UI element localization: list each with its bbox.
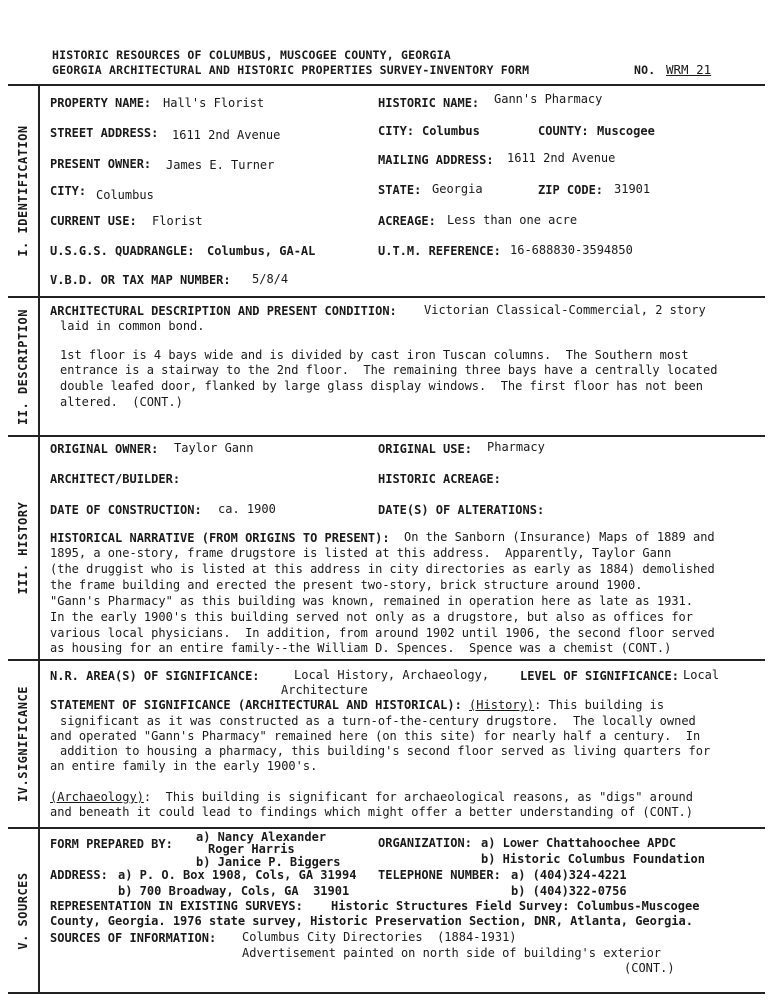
section-label-description: II. DESCRIPTION	[16, 308, 30, 425]
section-divider	[8, 435, 765, 437]
utm-reference-label: U.T.M. REFERENCE:	[378, 244, 501, 258]
county-value: Muscogee	[597, 124, 655, 138]
preparer-b: b) Janice P. Biggers	[196, 855, 341, 869]
original-owner-label: ORIGINAL OWNER:	[50, 442, 159, 456]
archaeology-statement-line: (Archaeology): This building is significant for archaeological reasons, as "digs" around	[50, 790, 693, 804]
section-divider	[8, 659, 765, 661]
construction-date-value: ca. 1900	[218, 502, 276, 516]
form-prepared-by-label: FORM PREPARED BY:	[50, 837, 173, 851]
tax-map-label: V.B.D. OR TAX MAP NUMBER:	[50, 273, 231, 287]
significance-statement-line: significant as it was constructed as a turn-of-the-century drugstore. The locally owned	[60, 714, 696, 728]
current-use-label: CURRENT USE:	[50, 214, 137, 228]
description-line: entrance is a stairway to the 2nd floor. The remaining three bays have a centrally located	[60, 363, 718, 377]
section-divider	[8, 827, 765, 829]
area-of-significance-value: Local History, Archaeology,	[294, 668, 490, 682]
narrative-line: (the druggist who is listed at this address in city directories as early as 1884) demolished	[50, 562, 715, 576]
source-line: (CONT.)	[624, 961, 675, 975]
state-value: Georgia	[432, 182, 483, 196]
construction-date-label: DATE OF CONSTRUCTION:	[50, 503, 202, 517]
usgs-quadrangle-label: U.S.G.S. QUADRANGLE:	[50, 244, 195, 258]
sources-of-information-label: SOURCES OF INFORMATION:	[50, 931, 217, 945]
narrative-line: In the early 1900's this building served not only as a drugstore, but also as offices for	[50, 610, 693, 624]
alterations-date-label: DATE(S) OF ALTERATIONS:	[378, 503, 545, 517]
architect-builder-label: ARCHITECT/BUILDER:	[50, 472, 181, 486]
form-title-line2: GEORGIA ARCHITECTURAL AND HISTORIC PROPERTIES SURVEY-INVENTORY FORM	[52, 63, 530, 77]
archaeology-statement-line: and beneath it could lead to findings which might offer a better understanding of (CONT.)	[50, 805, 693, 819]
city-value: Columbus	[422, 124, 480, 138]
preparer-a-2: Roger Harris	[208, 842, 295, 856]
street-address-value: 1611 2nd Avenue	[172, 128, 281, 142]
address-label: ADDRESS:	[50, 868, 108, 882]
preparer-a: a) Nancy Alexander	[196, 830, 327, 844]
state-label: STATE:	[378, 183, 422, 197]
significance-statement-line: STATEMENT OF SIGNIFICANCE (ARCHITECTURAL AND HISTORICAL): (History): This building is	[50, 698, 665, 712]
present-owner-label: PRESENT OWNER:	[50, 157, 152, 171]
city-label: CITY:	[378, 124, 415, 138]
zip-code-value: 31901	[614, 182, 651, 196]
source-line: Columbus City Directories (1884-1931)	[242, 930, 517, 944]
area-of-significance-label: N.R. AREA(S) OF SIGNIFICANCE:	[50, 669, 260, 683]
narrative-line: as housing for an entire family--the William D. Spences. Spence was a chemist (CONT.)	[50, 641, 672, 655]
organization-label: ORGANIZATION:	[378, 836, 472, 850]
historic-name-label: HISTORIC NAME:	[378, 96, 480, 110]
present-owner-value: James E. Turner	[166, 158, 275, 172]
narrative-line: various local physicians. In addition, from around 1902 until 1906, the second floor served	[50, 626, 715, 640]
original-use-value: Pharmacy	[487, 440, 545, 454]
architectural-description-label: ARCHITECTURAL DESCRIPTION AND PRESENT CONDITION:	[50, 304, 397, 318]
mailing-address-label: MAILING ADDRESS:	[378, 153, 494, 167]
existing-surveys-value: Historic Structures Field Survey: Columbus-Muscogee	[331, 899, 700, 913]
narrative-line: the frame building and erected the present two-story, brick structure around 1900.	[50, 578, 643, 592]
address-a: a) P. O. Box 1908, Cols, GA 31994	[118, 868, 357, 882]
organization-a: a) Lower Chattahoochee APDC	[481, 836, 677, 850]
property-name-value: Hall's Florist	[163, 96, 265, 110]
narrative-line: On the Sanborn (Insurance) Maps of 1889 and	[404, 530, 715, 544]
section-label-sources: V. SOURCES	[16, 871, 30, 950]
section-divider	[8, 992, 765, 994]
description-line: laid in common bond.	[60, 319, 205, 333]
significance-statement-line: and operated "Gann's Pharmacy" remained here (on this site) for nearly half a century. In	[50, 729, 701, 743]
acreage-label: ACREAGE:	[378, 214, 436, 228]
narrative-line: 1895, a one-story, frame drugstore is listed at this address. Apparently, Taylor Gann	[50, 546, 672, 560]
section-label-identification: I. IDENTIFICATION	[16, 125, 30, 257]
usgs-quadrangle-value: Columbus, GA-AL	[207, 244, 316, 258]
property-name-label: PROPERTY NAME:	[50, 96, 152, 110]
tax-map-value: 5/8/4	[252, 272, 289, 286]
section-divider	[8, 296, 765, 298]
historic-acreage-label: HISTORIC ACREAGE:	[378, 472, 501, 486]
source-line: Advertisement painted on north side of building's exterior	[242, 946, 662, 960]
description-line: altered. (CONT.)	[60, 395, 183, 409]
significance-statement-line: addition to housing a pharmacy, this building's second floor served as living quarters for	[60, 744, 711, 758]
section-label-significance: IV.SIGNIFICANCE	[16, 686, 30, 802]
current-use-value: Florist	[152, 214, 203, 228]
owner-city-label: CITY:	[50, 184, 87, 198]
telephone-label: TELEPHONE NUMBER:	[378, 868, 501, 882]
county-label: COUNTY:	[538, 124, 589, 138]
description-line: double leafed door, flanked by large glass display windows. The first floor has not been	[60, 379, 703, 393]
organization-b: b) Historic Columbus Foundation	[481, 852, 705, 866]
area-of-significance-value-2: Architecture	[281, 683, 368, 697]
description-line: 1st floor is 4 bays wide and is divided by cast iron Tuscan columns. The Southern most	[60, 348, 689, 362]
section-label-history: III. HISTORY	[16, 501, 30, 595]
level-of-significance-label: LEVEL OF SIGNIFICANCE:	[520, 669, 679, 683]
existing-surveys-label: REPRESENTATION IN EXISTING SURVEYS:	[50, 899, 303, 913]
significance-statement-line: an entire family in the early 1900's.	[50, 759, 318, 773]
form-number-value: WRM 21	[666, 62, 712, 77]
street-address-label: STREET ADDRESS:	[50, 126, 159, 140]
original-use-label: ORIGINAL USE:	[378, 442, 472, 456]
historical-narrative-label: HISTORICAL NARRATIVE (FROM ORIGINS TO PRESENT):	[50, 531, 390, 545]
original-owner-value: Taylor Gann	[174, 441, 254, 455]
form-number-label: NO.	[634, 63, 656, 77]
historic-name-value: Gann's Pharmacy	[494, 92, 603, 106]
existing-surveys-value-2: County, Georgia. 1976 state survey, Historic Preservation Section, DNR, Atlanta, Georgia.	[50, 914, 693, 928]
telephone-b: b) (404)322-0756	[511, 884, 627, 898]
level-of-significance-value: Local	[683, 668, 720, 682]
address-b: b) 700 Broadway, Cols, GA 31901	[118, 884, 350, 898]
section-divider	[8, 84, 765, 86]
narrative-line: "Gann's Pharmacy" as this building was known, remained in operation here as late as 1931.	[50, 594, 693, 608]
utm-reference-value: 16-688830-3594850	[510, 243, 633, 257]
margin-rule	[38, 84, 40, 994]
acreage-value: Less than one acre	[447, 213, 578, 227]
owner-city-value: Columbus	[96, 188, 154, 202]
form-title-line1: HISTORIC RESOURCES OF COLUMBUS, MUSCOGEE COUNTY, GEORGIA	[52, 48, 451, 62]
telephone-a: a) (404)324-4221	[511, 868, 627, 882]
architectural-description-value: Victorian Classical-Commercial, 2 story	[424, 303, 706, 317]
zip-code-label: ZIP CODE:	[538, 183, 604, 197]
mailing-address-value: 1611 2nd Avenue	[507, 151, 616, 165]
